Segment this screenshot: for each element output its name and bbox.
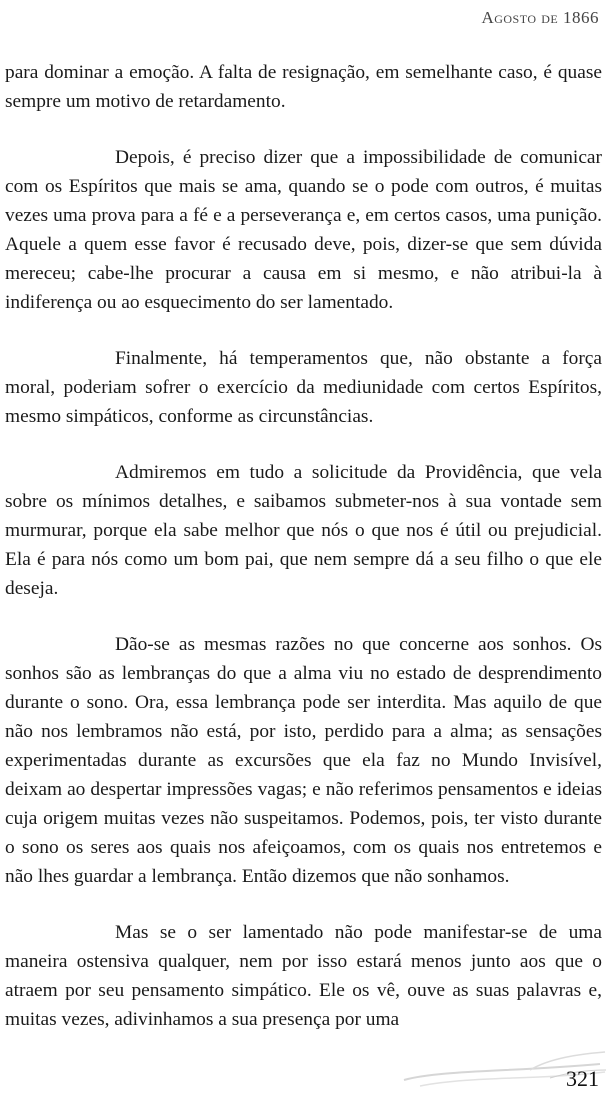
page-number: 321 xyxy=(566,1066,599,1091)
paragraph-6: Mas se o ser lamentado não pode manifestar-se de uma maneira ostensiva qualquer, nem por isso estará menos junto aos que o atraem por seu pensamento simpático. Ele os vê, ouve as suas palavras e, muitas vezes, adivinhamos a sua presença por uma xyxy=(5,922,602,1030)
running-header: Agosto de 1866 xyxy=(481,8,599,27)
paragraph-2: Depois, é preciso dizer que a impossibilidade de comunicar com os Espíritos que mais se ama, quando se o pode com outros, é muitas vezes uma prova para a fé e a perseverança e, em certos casos, uma punição. Aquele a quem esse favor é recusado deve, pois, dizer-se que sem dúvida mereceu; cabe-lhe procurar a causa em si mesmo, e não atribui-la à indiferença ou ao esquecimento do ser lamentado. xyxy=(5,147,602,313)
paragraph-5: Dão-se as mesmas razões no que concerne aos sonhos. Os sonhos são as lembranças do que a alma viu no estado de desprendimento durante o sono. Ora, essa lembrança pode ser interdita. Mas aquilo de que não nos lembramos não está, por isto, perdido para a alma; as sensações experimentadas durante as excursões que ela faz no Mundo Invisível, deixam ao despertar impressões vagas; e não referimos pensamentos e ideias cuja origem muitas vezes não suspeitamos. Podemos, pois, ter visto durante o sono os seres aos quais nos afeiçoamos, com os quais nos entretemos e não lhes guardar a lembrança. Então dizemos que não sonhamos. xyxy=(5,634,602,887)
page-body xyxy=(5,58,602,1061)
paragraph-1: para dominar a emoção. A falta de resignação, em semelhante caso, é quase sempre um motivo de retardamento. xyxy=(5,62,602,112)
paragraph-3: Finalmente, há temperamentos que, não obstante a força moral, poderiam sofrer o exercício da mediunidade com certos Espíritos, mesmo simpáticos, conforme as circunstâncias. xyxy=(5,348,602,427)
paragraph-4: Admiremos em tudo a solicitude da Providência, que vela sobre os mínimos detalhes, e saibamos submeter-nos à sua vontade sem murmurar, porque ela sabe melhor que nós o que nos é útil ou prejudicial. Ela é para nós como um bom pai, que nem sempre dá a seu filho o que ele deseja. xyxy=(5,462,602,599)
